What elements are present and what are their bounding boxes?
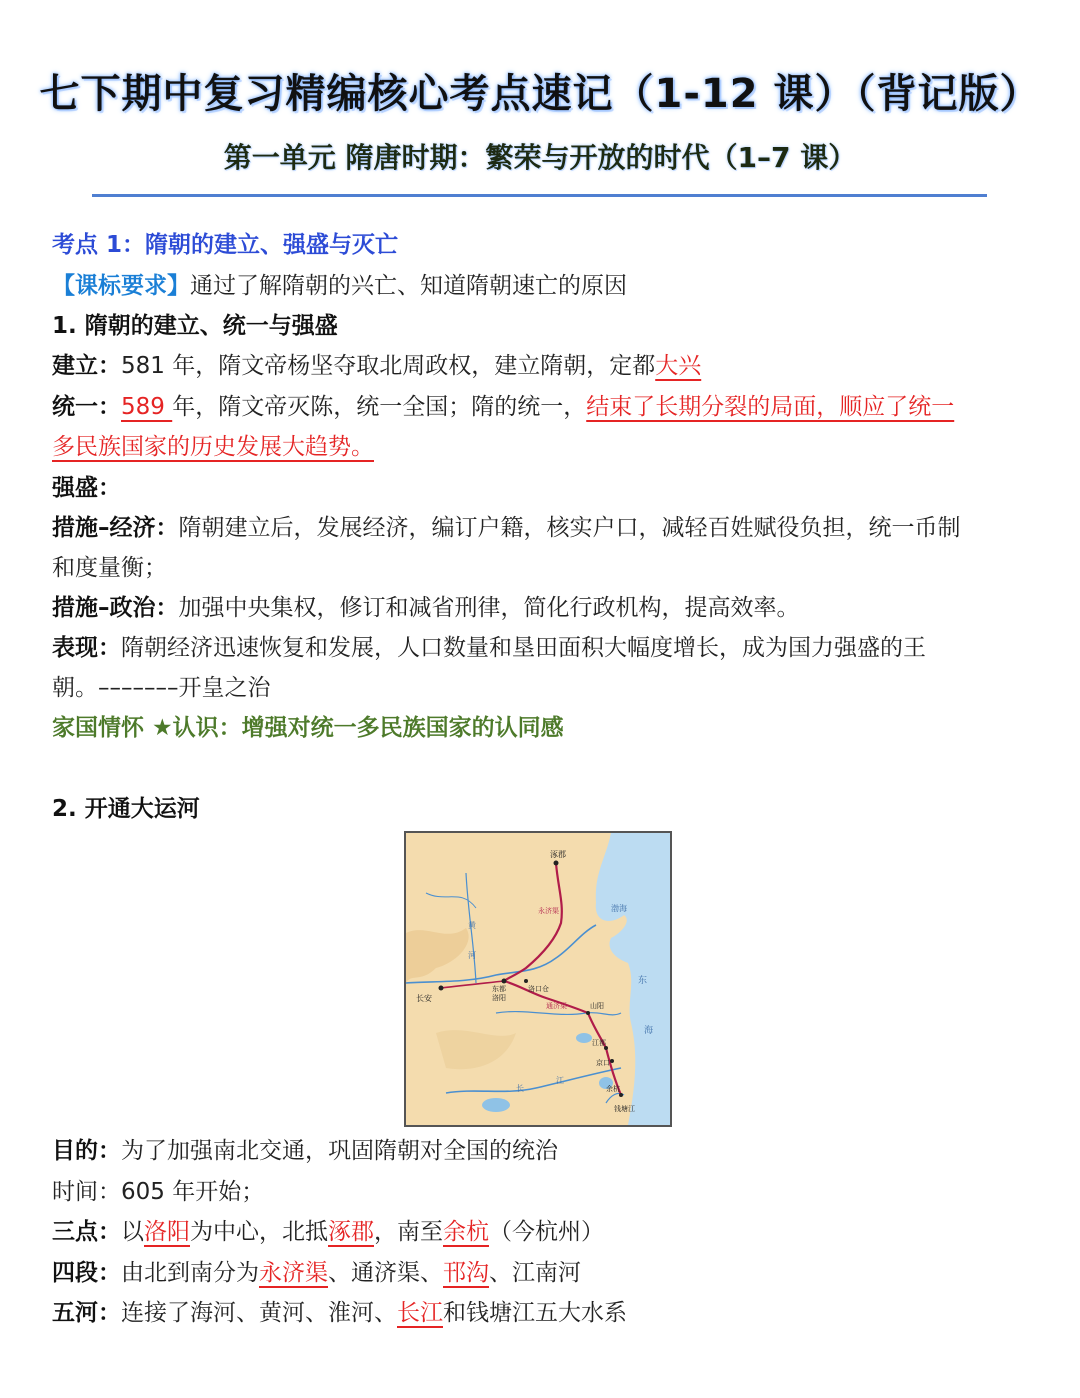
section-hangou: 邗沟 xyxy=(443,1260,489,1286)
map-label-changjiang-1: 长 xyxy=(516,1084,524,1093)
three-points-text: ，南至 xyxy=(374,1219,443,1245)
manifestation-label: 表现： xyxy=(52,635,121,661)
point-yuhang: 余杭 xyxy=(443,1219,489,1245)
map-label-jingkou: 京口 xyxy=(596,1059,610,1067)
map-label-yongji: 永济渠 xyxy=(538,907,559,915)
patriotism-note: 家国情怀 ★认识：增强对统一多民族国家的认同感 xyxy=(52,715,564,741)
unification-significance: 结束了长期分裂的局面，顺应了统一 xyxy=(586,394,955,420)
canal-four-sections xyxy=(52,1258,581,1288)
point-zhuojun: 涿郡 xyxy=(328,1219,374,1245)
unification-label: 统一： xyxy=(52,394,121,420)
canal-time: 时间：605 年开始； xyxy=(52,1179,265,1205)
economy-text: 隋朝建立后，发展经济，编订户籍，核实户口，减轻百姓赋役负担，统一币制 xyxy=(178,515,961,541)
map-label-huanghe-2: 河 xyxy=(468,951,476,960)
economy-measures xyxy=(52,513,961,543)
canal-purpose xyxy=(52,1136,558,1166)
four-sections-label: 四段： xyxy=(52,1260,121,1286)
river-changjiang: 长江 xyxy=(397,1300,443,1326)
map-label-tongji: 通济渠 xyxy=(546,1002,567,1010)
map-label-changan: 长安 xyxy=(416,994,432,1003)
unification-year: 589 xyxy=(121,394,173,420)
economy-label: 措施–经济： xyxy=(52,515,179,541)
purpose-label: 目的： xyxy=(52,1138,121,1164)
map-label-jiangdu: 江都 xyxy=(592,1039,606,1047)
unification-line xyxy=(52,392,954,422)
manifestation-cont: 朝。–––––––开皇之治 xyxy=(52,675,271,701)
map-label-luokoucang: 洛口仓 xyxy=(528,985,549,993)
map-label-huanghe-1: 黄 xyxy=(468,921,476,930)
prosperity-label: 强盛： xyxy=(52,475,121,501)
unification-line-2 xyxy=(52,432,374,462)
five-rivers-text: 和钱塘江五大水系 xyxy=(443,1300,627,1326)
unification-text: 年，隋文帝灭陈，统一全国；隋的统一， xyxy=(172,394,587,420)
manifestation xyxy=(52,633,926,663)
politics-label: 措施–政治： xyxy=(52,595,179,621)
manifestation-text: 隋朝经济迅速恢复和发展，人口数量和垦田面积大幅度增长，成为国力强盛的王 xyxy=(121,635,926,661)
section-heading: 考点 1：隋朝的建立、强盛与灭亡 xyxy=(52,232,399,258)
map-label-yuhang: 余杭 xyxy=(606,1085,620,1093)
three-points-text: 为中心，北抵 xyxy=(190,1219,328,1245)
title-divider xyxy=(92,194,987,197)
map-label-luoyang: 洛阳 xyxy=(492,994,506,1002)
map-label-donghai-2: 海 xyxy=(644,1026,654,1036)
map-label-donghai-1: 东 xyxy=(638,976,648,986)
page-title: 七下期中复习精编核心考点速记（1-12 课）（背记版） xyxy=(39,71,1041,117)
grand-canal-map xyxy=(404,831,672,1127)
five-rivers-label: 五河： xyxy=(52,1300,121,1326)
politics-measures xyxy=(52,593,800,623)
map-label-dongdu: 东都 xyxy=(492,985,506,993)
founding-capital: 大兴 xyxy=(655,353,702,379)
unit-subtitle: 第一单元 隋唐时期：繁荣与开放的时代（1–7 课） xyxy=(223,141,857,174)
three-points-label: 三点： xyxy=(52,1219,121,1245)
founding-text: 581 年，隋文帝杨坚夺取北周政权，建立隋朝，定都 xyxy=(121,353,656,379)
grand-canal-map-svg xyxy=(406,833,670,1125)
requirement-label: 【课标要求】 xyxy=(52,273,190,299)
founding-label: 建立： xyxy=(52,353,121,379)
map-label-qiantang: 钱塘江 xyxy=(614,1105,635,1113)
four-sections-text: 、江南河 xyxy=(489,1260,581,1286)
map-label-zhuojun: 涿郡 xyxy=(550,850,566,859)
map-label-shanyang: 山阳 xyxy=(590,1002,604,1010)
canal-five-rivers xyxy=(52,1298,627,1328)
founding-line xyxy=(52,351,701,381)
curriculum-requirement xyxy=(52,271,627,301)
subsection-heading-2: 2. 开通大运河 xyxy=(52,796,200,822)
requirement-text: 通过了解隋朝的兴亡、知道隋朝速亡的原因 xyxy=(190,273,627,299)
section-yongji: 永济渠 xyxy=(259,1260,328,1286)
map-label-changjiang-2: 江 xyxy=(556,1076,564,1085)
point-luoyang: 洛阳 xyxy=(144,1219,190,1245)
politics-text: 加强中央集权，修订和减省刑律，简化行政机构，提高效率。 xyxy=(178,595,800,621)
canal-three-points xyxy=(52,1217,604,1247)
subsection-heading-1: 1. 隋朝的建立、统一与强盛 xyxy=(52,313,338,339)
three-points-text: （今杭州） xyxy=(489,1219,604,1245)
economy-measures-cont: 和度量衡； xyxy=(52,555,167,581)
five-rivers-text: 连接了海河、黄河、淮河、 xyxy=(121,1300,397,1326)
unification-significance-cont: 多民族国家的历史发展大趋势。 xyxy=(52,434,374,460)
three-points-text: 以 xyxy=(121,1219,144,1245)
map-label-bohai: 渤海 xyxy=(611,904,627,913)
four-sections-text: 由北到南分为 xyxy=(121,1260,259,1286)
four-sections-text: 、通济渠、 xyxy=(328,1260,443,1286)
purpose-text: 为了加强南北交通，巩固隋朝对全国的统治 xyxy=(121,1138,558,1164)
